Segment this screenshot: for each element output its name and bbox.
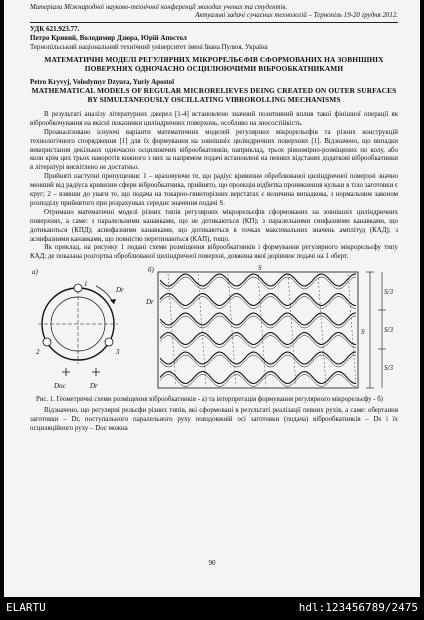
label-n1: 1 [84, 280, 88, 289]
figure-caption: Рис. 1. Геометричні схеми розміщення віброобкатників - а) та інтерпретація формування регулярного мікрорельєфу - б) [36, 396, 383, 404]
paragraph-1: В результаті аналізу літературних джерел [1-4] встановлено значний позитивний вплив такої фінішної операції як віброобкочування на якісні показники циліндричних поверхонь, особливо на зносостійкість. [30, 110, 398, 127]
relief-wave [160, 372, 356, 384]
label-dr-b: Dr [90, 382, 98, 391]
paragraph-2: Проаналізовано існуючі варіанти математичних моделей регулярних мікрорельєфів та різних конструкцій технологічного спорядження [1] для їх формування на зовнішніх циліндричних поверхнях [1]. Відзначено, що випадки використання декількох одночасно осцилюючих віброобкатників, наприклад, трьох рівномірно-розміщених по колу, або коли крім цих трьох наворотів кожного з них за напрямом подачі встановлені на певних відстанях додаткові віброобкатники в літературі висвітлено не достатньо. [30, 128, 398, 172]
authors-en: Petro Kryvyj, Volodymyr Dzyura, Yuriy Apostol [30, 77, 175, 86]
paragraph-3: Прийняті наступні припущення: 1 – враховуючи те, що радіус кривизни оброблюваної циліндричної поверхні значно менший від радіуса кривизни сфери віброобкатника, прийнято, що проекція відбитка проникнення кульки в тіло заготовки є круг; 2 – взявши до уваги те, що подача на токарно-гвинторізних верстатах є величина випадкова, з нормальним законом розподілу прийнятого при розрахунках середнє значення подачі S. [30, 173, 398, 207]
footer-right: hdl:123456789/2475 [298, 601, 418, 614]
relief-wave [160, 313, 356, 325]
footer-left: ELARTU [6, 601, 46, 614]
paper-page [4, 0, 420, 597]
hatch-line [288, 274, 296, 386]
relief-wave-edge [160, 277, 356, 289]
label-s-top: S [258, 264, 262, 273]
paragraph-6: Відзначено, що регулярні рельєфи різних типів, які сформовані в результаті реалізації певних рухів, а саме: обертання заготовки – Dr, поступального паралельного руху повздовжній осі заготовки (подача) віброобкатників – Ds і їх осциляційного руху – Dос можна [30, 406, 398, 432]
label-s3-1: S/3 [384, 288, 393, 297]
relief-wave [160, 333, 356, 345]
scheme-a-label: а) [32, 268, 38, 277]
relief-wave-edge [160, 316, 356, 328]
hatch-line [348, 274, 356, 386]
hatch-line [198, 274, 206, 386]
scheme-b [148, 264, 398, 394]
relief-wave [160, 294, 356, 306]
label-s3-3: S/3 [384, 364, 393, 373]
hatch-line [168, 274, 176, 386]
page-number: 90 [208, 559, 216, 567]
scheme-a [30, 264, 140, 394]
figure-1 [30, 264, 398, 396]
hatch-line [318, 274, 326, 386]
label-dr-a: Dr [116, 286, 124, 295]
label-s3-2: S/3 [384, 326, 393, 335]
label-s-side: S [361, 328, 365, 337]
label-dr-c: Dr [146, 298, 154, 307]
relief-wave-edge [160, 355, 356, 367]
paragraph-4: Отримано математичні моделі різних типів регулярних мікрорельєфів сформованих на зовнішніх циліндричних поверхнях, а саме: з паралельними канавками, що не дотикаються (КП); з паралельними синфазними канавками, що дотикаються (КПД); асинфазними канавками, що дотикаються в точках максимальних значень амплітуд (КАД); з асинфазними канавками, що повністю перетинаються (КАП), тощо. [30, 208, 398, 243]
scheme-b-label: б) [148, 266, 154, 275]
paragraph-5: Як приклад, на рисунку 1 подані схеми розміщення віброобкатників і формування регулярного мікрорельєфу типу КАД; де показана розгортка оброблюваної циліндричної поверхні, довжина якої дорівнює подачі на 1 оберт. [30, 244, 398, 261]
relief-wave [160, 352, 356, 364]
hatch-line [228, 274, 236, 386]
affiliation: Тернопільський національний технічний університет імені Івана Пулюя, Україна [30, 44, 268, 52]
label-n3: 3 [116, 348, 120, 357]
hatch-line [258, 274, 266, 386]
title-en: MATHEMATICAL MODELS OF REGULAR MICRORELIEVES DEING CREATED ON OUTER SURFACES BY SIMULTANEOUSLY OSCILLATING VIBROROLLING MECHANISMS [31, 86, 397, 104]
label-doc: Dос [54, 382, 66, 391]
header-rule [30, 22, 398, 23]
label-n2: 2 [36, 348, 40, 357]
conference-subheader: Актуальні задачі сучасних технологій – Тернопіль 19-20 грудня 2012. [195, 12, 398, 20]
title-ua: МАТЕМАТИЧНІ МОДЕЛІ РЕГУЛЯРНИХ МІКРОРЕЛЬЄФІВ СФОРМОВАНИХ НА ЗОВНІШНІХ ПОВЕРХНЯХ ОДНОЧАСНО ОСЦИЛЮЮЧИМИ ВІБРООБКАТНИКАМИ [44, 55, 384, 74]
authors-ua: Петро Кривий, Володимир Дзюра, Юрій Апостол [30, 33, 187, 42]
conference-header: Матеріали Міжнародної науково-технічної конференції молодих учених та студентів. [30, 4, 288, 11]
footer-bar [0, 597, 424, 620]
udk-code: УДК 621.923.77. [30, 24, 80, 33]
